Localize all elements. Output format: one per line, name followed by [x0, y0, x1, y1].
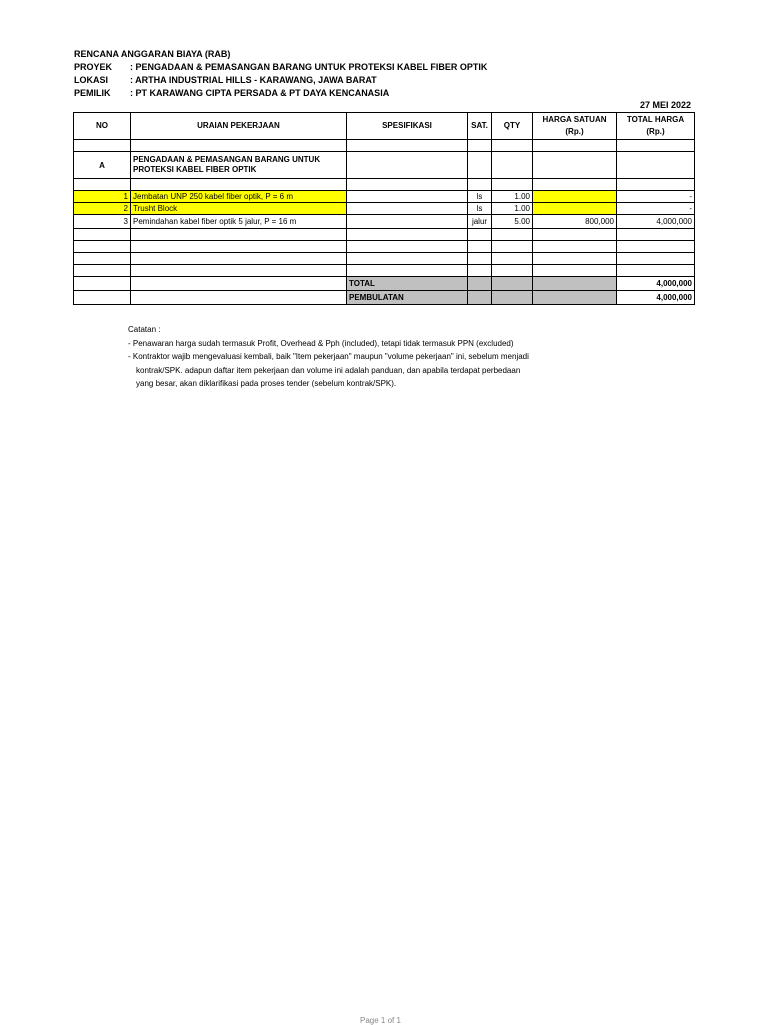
total-label: TOTAL: [347, 277, 468, 291]
row-uraian: Jembatan UNP 250 kabel fiber optik, P = 6 m: [131, 191, 347, 203]
table-row: [74, 253, 695, 265]
pemilik-label: PEMILIK: [74, 88, 111, 98]
row-harga: [533, 203, 617, 215]
row-harga: [533, 191, 617, 203]
table-row: [74, 203, 695, 215]
col-sat-header: SAT.: [468, 113, 492, 140]
table-row: [74, 265, 695, 277]
row-qty: 1.00: [492, 203, 533, 215]
notes: [128, 323, 606, 391]
row-total: -: [617, 203, 695, 215]
note-item-2-cont: kontrak/SPK. adapun daftar item pekerjaan dan volume ini adalah panduan, dan apabila terdapat perbedaan: [136, 365, 521, 375]
note-item-1: - Penawaran harga sudah termasuk Profit, Overhead & Pph (included), tetapi tidak termasuk PPN (excluded): [128, 338, 514, 348]
doc-title: RENCANA ANGGARAN BIAYA (RAB): [74, 49, 231, 59]
table-row: [74, 215, 695, 229]
row-uraian: Pemindahan kabel fiber optik 5 jalur, P = 16 m: [131, 215, 347, 229]
row-total: -: [617, 191, 695, 203]
table-row: [74, 179, 695, 191]
pemilik-value: : PT KARAWANG CIPTA PERSADA & PT DAYA KENCANASIA: [130, 88, 390, 98]
notes-title: Catatan :: [128, 325, 161, 334]
harga-satuan-unit: (Rp.): [565, 127, 584, 136]
col-harga-satuan-header: [533, 113, 617, 140]
row-sat: ls: [468, 203, 492, 215]
table-row: [74, 241, 695, 253]
row-qty: 1.00: [492, 191, 533, 203]
table-row: [74, 229, 695, 241]
proyek-value: : PENGADAAN & PEMASANGAN BARANG UNTUK PROTEKSI KABEL FIBER OPTIK: [130, 62, 488, 72]
pembulatan-row: [74, 291, 695, 305]
row-qty: 5.00: [492, 215, 533, 229]
proyek-label: PROYEK: [74, 62, 113, 72]
total-row: [74, 277, 695, 291]
section-row: [74, 152, 695, 179]
row-sat: ls: [468, 191, 492, 203]
proyek-line: [74, 62, 487, 72]
total-harga-label: TOTAL HARGA: [626, 115, 685, 124]
document-date: 27 MEI 2022: [639, 100, 691, 110]
section-no: A: [74, 152, 131, 179]
total-harga-unit: (Rp.): [646, 127, 665, 136]
col-no-header: NO: [74, 113, 131, 140]
col-spesifikasi-header: SPESIFIKASI: [347, 113, 468, 140]
lokasi-line: [74, 75, 377, 85]
pemilik-line: [74, 88, 389, 98]
section-title: PENGADAAN & PEMASANGAN BARANG UNTUK PROTEKSI KABEL FIBER OPTIK: [131, 152, 347, 179]
lokasi-label: LOKASI: [74, 75, 109, 85]
harga-satuan-label: HARGA SATUAN: [542, 115, 607, 124]
pembulatan-value: 4,000,000: [617, 291, 695, 305]
page-number: Page 1 of 1: [360, 1016, 401, 1025]
row-spesifikasi: [347, 203, 468, 215]
row-spesifikasi: [347, 215, 468, 229]
lokasi-value: : ARTHA INDUSTRIAL HILLS - KARAWANG, JAWA BARAT: [130, 75, 377, 85]
col-qty-header: QTY: [492, 113, 533, 140]
pembulatan-label: PEMBULATAN: [347, 291, 468, 305]
row-uraian: Trusht Block: [131, 203, 347, 215]
note-item-2-cont2: yang besar, akan diklarifikasi pada proses tender (sebelum kontrak/SPK).: [136, 379, 397, 388]
total-value: 4,000,000: [617, 277, 695, 291]
rab-table: [73, 112, 695, 305]
table-row: [74, 140, 695, 152]
table-row: [74, 191, 695, 203]
row-total: 4,000,000: [617, 215, 695, 229]
col-total-harga-header: [617, 113, 695, 140]
row-no: 3: [74, 215, 131, 229]
row-harga: 800,000: [533, 215, 617, 229]
row-spesifikasi: [347, 191, 468, 203]
col-uraian-header: URAIAN PEKERJAAN: [131, 113, 347, 140]
row-no: 1: [74, 191, 131, 203]
table-header-row: [74, 113, 695, 140]
row-sat: jalur: [468, 215, 492, 229]
row-no: 2: [74, 203, 131, 215]
note-item-2: - Kontraktor wajib mengevaluasi kembali, baik "Item pekerjaan" maupun "volume pekerjaan" ini, sebelum menjadi: [128, 352, 529, 361]
